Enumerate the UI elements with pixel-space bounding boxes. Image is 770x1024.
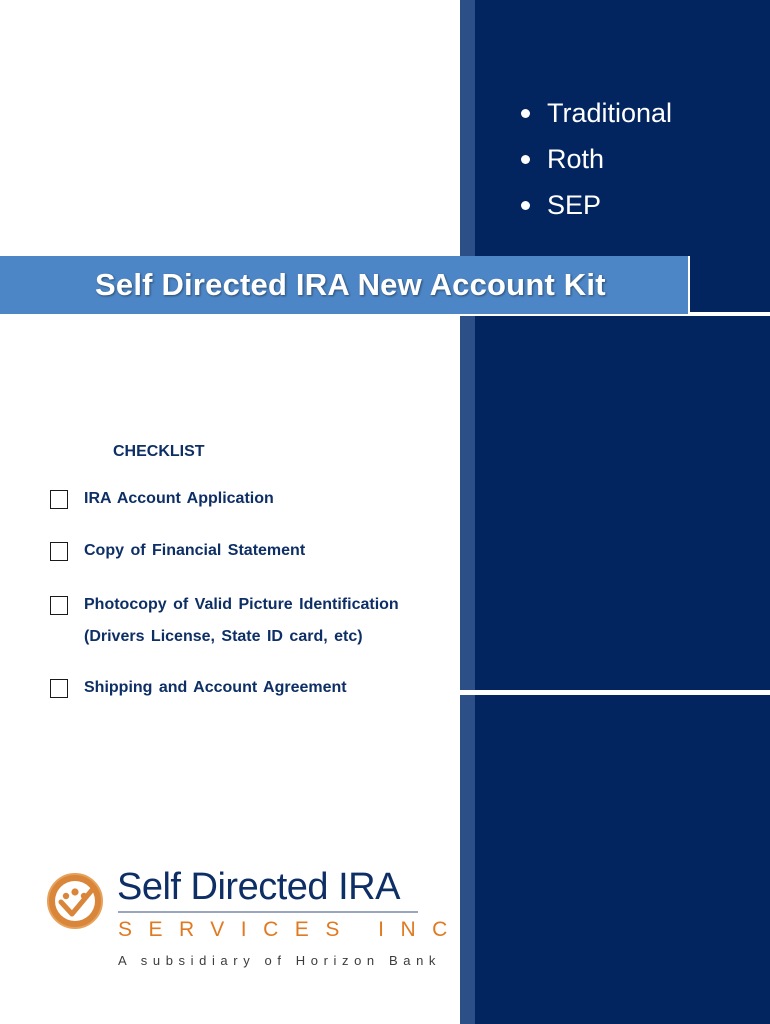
- side-panel-edge: [460, 0, 475, 1024]
- account-types-list: [518, 100, 672, 238]
- title-band: [0, 256, 690, 314]
- bullet-icon: [521, 201, 530, 210]
- account-type-label: Roth: [547, 144, 605, 174]
- account-type-item: [518, 192, 672, 219]
- checklist-item-label-line2: (Drivers License, State ID card, etc): [84, 628, 363, 645]
- checkbox[interactable]: [50, 679, 68, 698]
- side-panel-divider: [460, 690, 770, 695]
- brand-tagline: A subsidiary of Horizon Bank: [118, 953, 441, 968]
- account-type-item: [518, 146, 672, 173]
- checklist-item-label: Shipping and Account Agreement: [84, 679, 347, 696]
- checklist-item-label: Copy of Financial Statement: [84, 542, 306, 559]
- brand-subtitle: SERVICES INC: [118, 918, 464, 941]
- checklist-item-label: IRA Account Application: [84, 490, 274, 507]
- checkbox[interactable]: [50, 490, 68, 509]
- checkbox[interactable]: [50, 542, 68, 561]
- account-type-label: SEP: [547, 190, 602, 220]
- bullet-icon: [521, 155, 530, 164]
- checkbox[interactable]: [50, 596, 68, 615]
- checkmark-people-logo-icon: [46, 872, 104, 930]
- brand-rule: [118, 911, 418, 913]
- checklist-item-label: Photocopy of Valid Picture Identification: [84, 596, 399, 613]
- account-type-label: Traditional: [547, 98, 673, 128]
- brand-name: Self Directed IRA: [117, 866, 400, 908]
- account-type-item: [518, 100, 672, 127]
- checklist-heading: CHECKLIST: [113, 443, 205, 460]
- bullet-icon: [521, 109, 530, 118]
- page-title: Self Directed IRA New Account Kit: [95, 267, 606, 302]
